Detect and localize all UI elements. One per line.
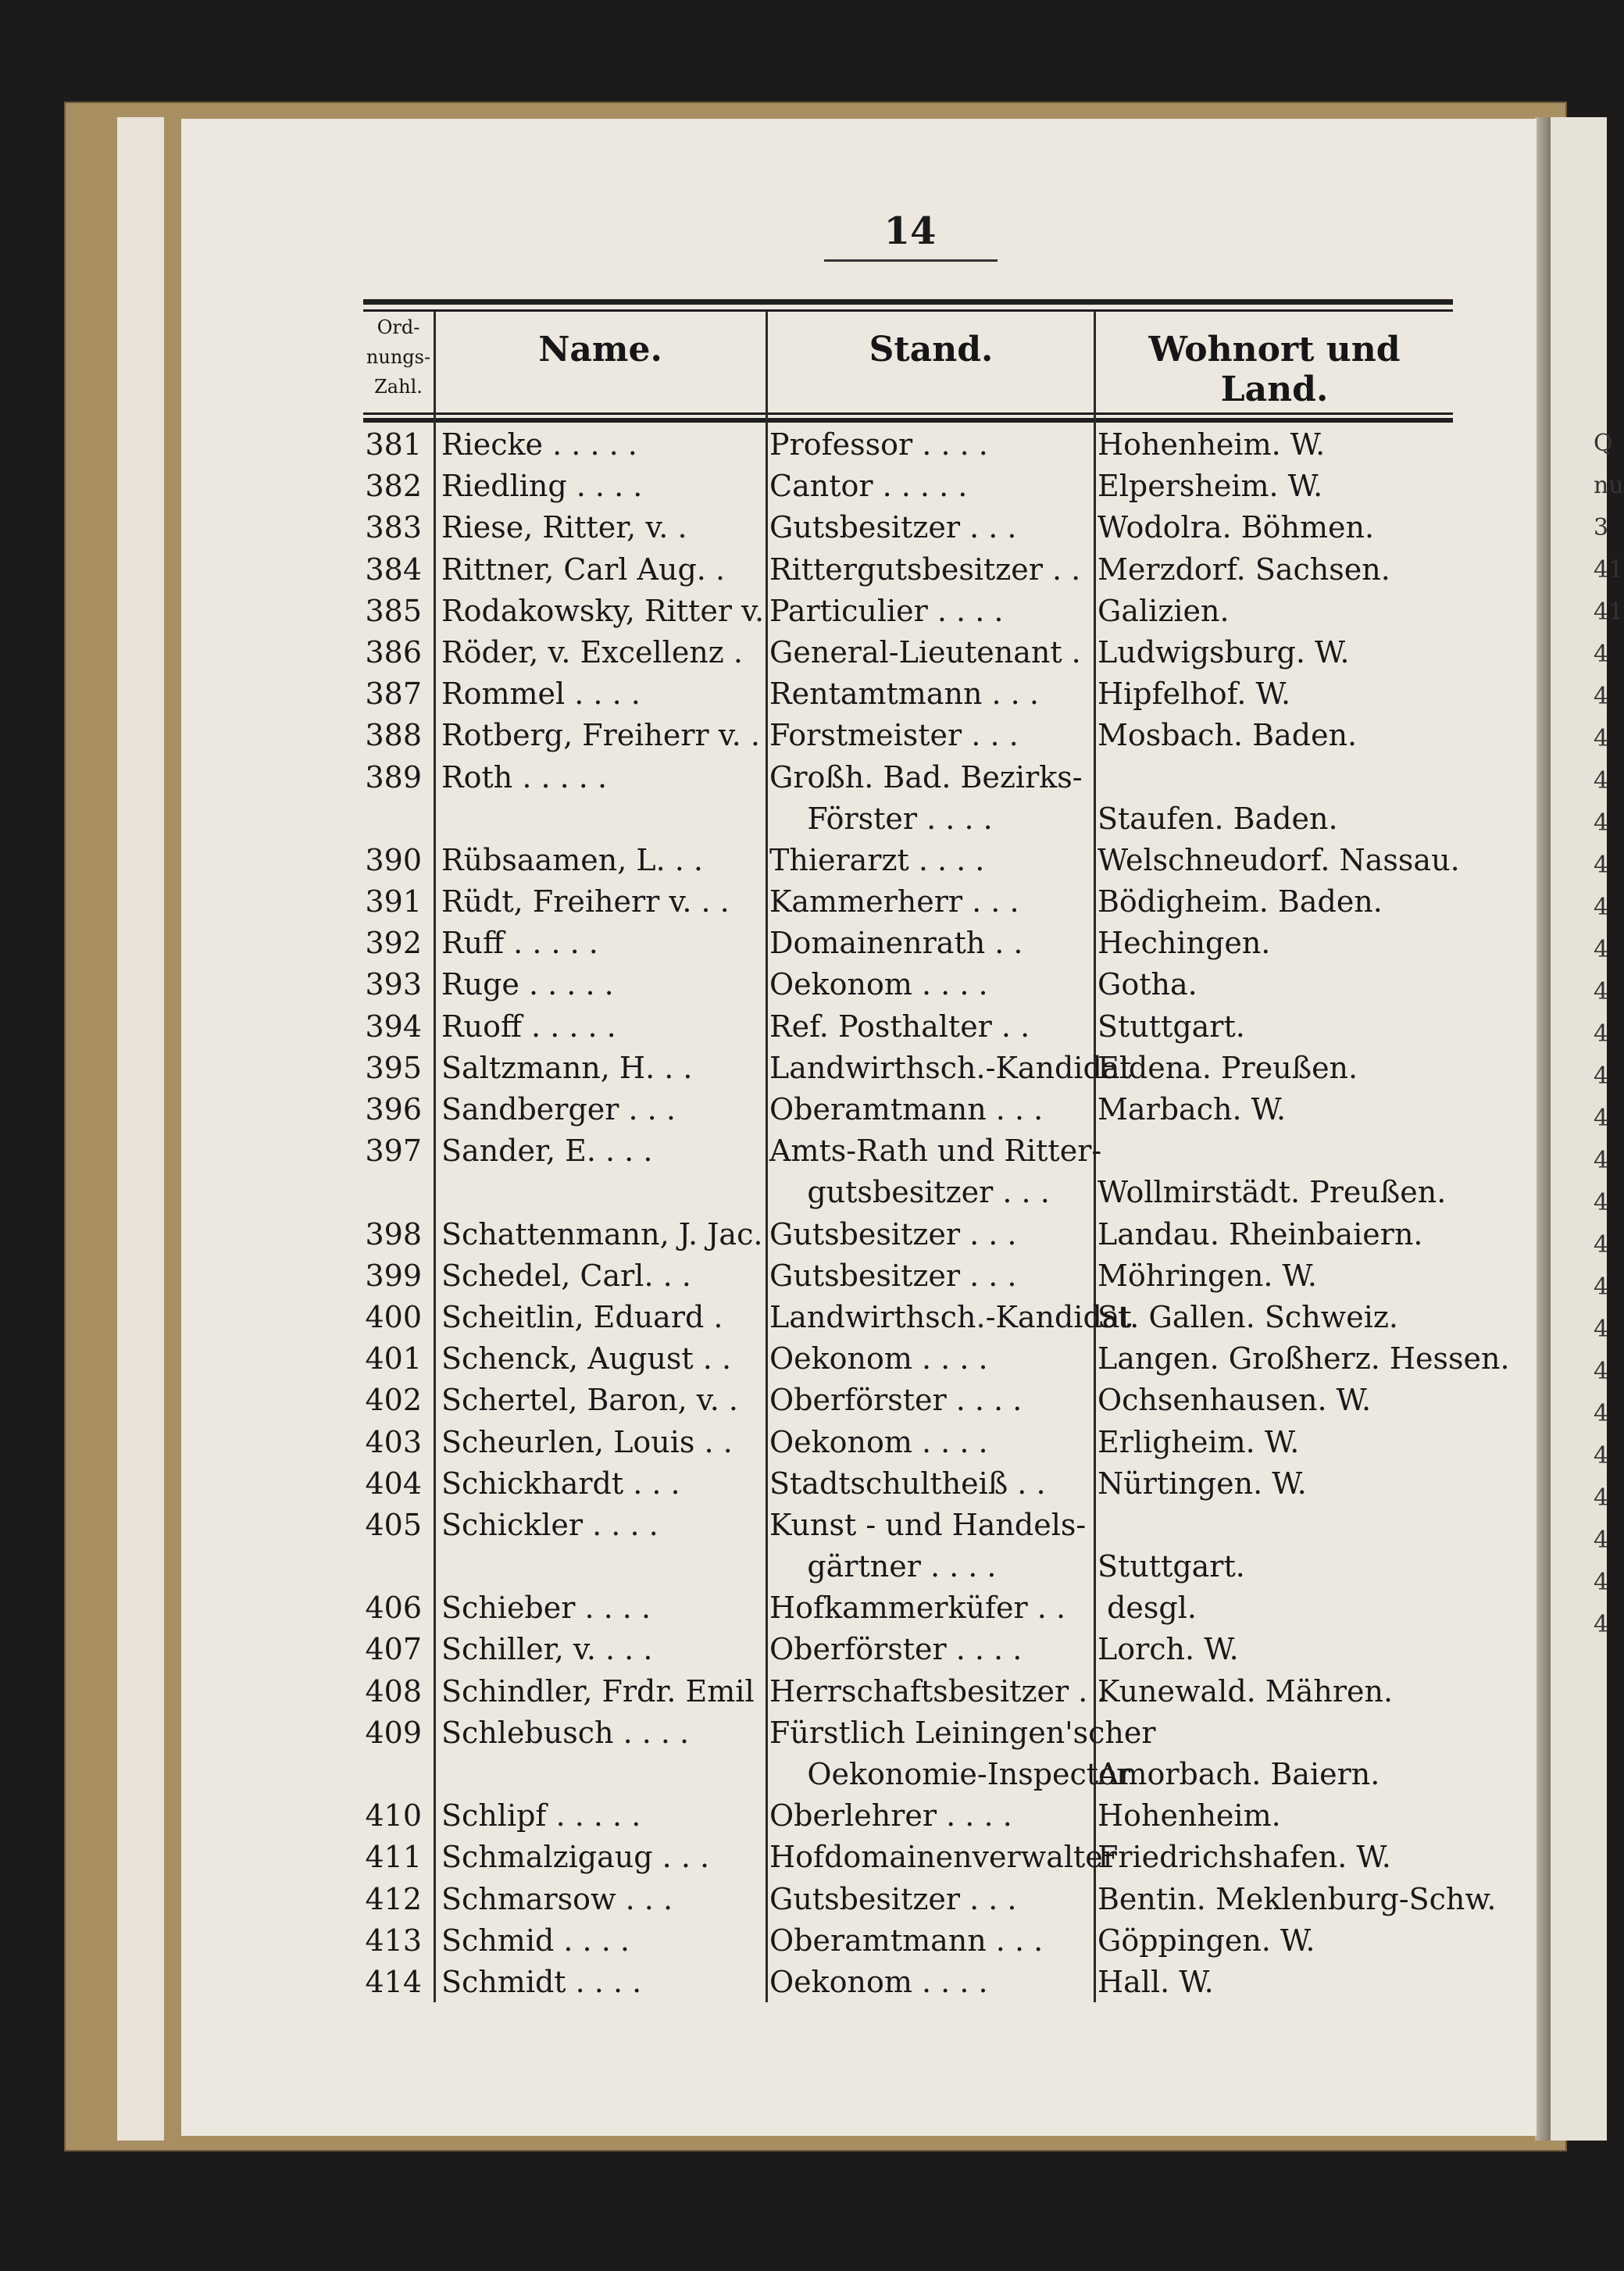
- row-wohnort: Welschneudorf. Nassau.: [1098, 842, 1460, 877]
- next-page-fragment: 41: [1594, 556, 1624, 584]
- row-number: 400: [365, 1299, 422, 1334]
- row-stand: gärtner . . . .: [769, 1549, 997, 1584]
- row-stand: Particulier . . . .: [769, 593, 1004, 628]
- row-stand: gutsbesitzer . . .: [769, 1175, 1050, 1210]
- next-page-fragment: 4: [1594, 1020, 1609, 1048]
- table-row: [344, 1920, 1469, 1962]
- row-number: 384: [365, 552, 422, 587]
- row-number: 407: [365, 1632, 422, 1667]
- row-name: Sandberger . . .: [441, 1092, 676, 1127]
- next-page-fragment: 4: [1594, 1147, 1609, 1174]
- row-number: 397: [365, 1134, 422, 1169]
- next-page-fragment: 4: [1594, 1526, 1609, 1554]
- row-stand: Oberamtmann . . .: [769, 1923, 1044, 1958]
- row-wohnort: Kunewald. Mähren.: [1098, 1673, 1394, 1709]
- next-page-fragment: 4: [1594, 1062, 1609, 1090]
- row-name: Schickhardt . . .: [441, 1466, 680, 1501]
- row-stand: Kunst - und Handels-: [769, 1507, 1087, 1542]
- row-wohnort: Wollmirstädt. Preußen.: [1098, 1175, 1447, 1210]
- row-number: 390: [365, 842, 422, 877]
- row-name: Röder, v. Excellenz .: [441, 634, 743, 670]
- row-name: Rommel . . . .: [441, 677, 641, 712]
- row-number: 392: [365, 926, 422, 961]
- header-bottom-rule-thin: [363, 412, 1453, 415]
- row-stand: Oberförster . . . .: [769, 1632, 1023, 1667]
- row-stand: Gutsbesitzer . . .: [769, 510, 1017, 545]
- row-number: 391: [365, 884, 422, 919]
- row-name: Riedling . . . .: [441, 469, 643, 504]
- page-number: 14: [883, 209, 937, 253]
- row-name: Schedel, Carl. . .: [441, 1258, 691, 1293]
- row-stand: Ref. Posthalter . .: [769, 1009, 1030, 1044]
- row-name: Riecke . . . . .: [441, 427, 637, 462]
- next-page-fragment: 4: [1594, 767, 1609, 794]
- row-wohnort: Marbach. W.: [1098, 1092, 1287, 1127]
- page-number-rule: [824, 259, 998, 262]
- row-number: 411: [365, 1840, 422, 1875]
- next-page-fragment: 4: [1594, 1442, 1609, 1469]
- table-row: [344, 1712, 1469, 1754]
- table-top-rule-thin: [363, 309, 1453, 312]
- table-row: [344, 1048, 1469, 1089]
- row-stand: Oekonomie-Inspector: [769, 1757, 1131, 1791]
- row-stand: Professor . . . .: [769, 427, 988, 462]
- row-name: Schmalzigaug . . .: [441, 1840, 710, 1875]
- row-name: Schindler, Frdr. Emil: [441, 1673, 755, 1709]
- header-name: Name.: [538, 330, 662, 370]
- row-wohnort: Landau. Rheinbaiern.: [1098, 1216, 1423, 1252]
- row-number: 399: [365, 1258, 422, 1293]
- row-stand: Landwirthsch.-Kandidat: [769, 1299, 1132, 1334]
- table-row: [344, 1338, 1510, 1380]
- row-wohnort: Bentin. Meklenburg-Schw.: [1098, 1881, 1497, 1916]
- row-wohnort: Eldena. Preußen.: [1098, 1050, 1358, 1085]
- next-page-fragment: Q: [1594, 430, 1613, 457]
- next-page-fragment: nu: [1594, 472, 1624, 499]
- row-number: 383: [365, 510, 422, 545]
- table-row: [344, 1255, 1469, 1297]
- row-number: 395: [365, 1050, 422, 1085]
- row-number: 393: [365, 967, 422, 1002]
- next-page-fragment: 4: [1594, 1189, 1609, 1216]
- row-wohnort: Langen. Großherz. Hessen.: [1098, 1341, 1510, 1377]
- row-wohnort: Bödigheim. Baden.: [1098, 884, 1383, 919]
- row-stand: Domainenrath . .: [769, 926, 1023, 961]
- table-row: [344, 1587, 1469, 1629]
- next-page-fragment: 4: [1594, 936, 1609, 963]
- row-wohnort: Merzdorf. Sachsen.: [1098, 552, 1390, 587]
- row-stand: Oberamtmann . . .: [769, 1092, 1044, 1127]
- row-wohnort: Nürtingen. W.: [1098, 1466, 1307, 1501]
- row-wohnort: Lorch. W.: [1098, 1632, 1239, 1667]
- row-wohnort: Hechingen.: [1098, 926, 1271, 961]
- row-wohnort: Möhringen. W.: [1098, 1258, 1317, 1293]
- header-ord: [363, 312, 434, 402]
- row-wohnort: Galizien.: [1098, 593, 1230, 628]
- header-ord-line: Ord-: [377, 316, 420, 338]
- row-number: 403: [365, 1424, 422, 1459]
- row-number: 414: [365, 1964, 422, 1999]
- row-stand: Hofdomainenverwalter: [769, 1840, 1117, 1875]
- table-row: [344, 1754, 1469, 1795]
- table-row: [344, 1214, 1469, 1255]
- next-page-fragment: 4: [1594, 1569, 1609, 1596]
- row-name: Schmidt . . . .: [441, 1964, 642, 1999]
- row-stand: Oekonom . . . .: [769, 967, 988, 1002]
- next-page-fragment: 4: [1594, 978, 1609, 1005]
- table-row: [344, 757, 1469, 798]
- row-stand: Rittergutsbesitzer . .: [769, 552, 1081, 587]
- row-name: Schattenmann, J. Jac.: [441, 1216, 763, 1252]
- row-number: 401: [365, 1341, 422, 1377]
- row-name: Schmarsow . . .: [441, 1881, 673, 1916]
- row-name: Rodakowsky, Ritter v.: [441, 593, 765, 628]
- header-ord-line: Zahl.: [374, 376, 423, 398]
- row-wohnort: Stuttgart.: [1098, 1009, 1245, 1044]
- next-page-fragment: 4: [1594, 1105, 1609, 1132]
- table-row: [344, 1422, 1469, 1463]
- row-number: 382: [365, 469, 422, 504]
- row-wohnort: Staufen. Baden.: [1098, 801, 1338, 836]
- row-name: Schlipf . . . . .: [441, 1798, 641, 1834]
- next-page-fragment: 4: [1594, 1400, 1609, 1427]
- table-row: [344, 507, 1469, 548]
- row-stand: Oekonom . . . .: [769, 1424, 988, 1459]
- table-row: [344, 715, 1469, 756]
- row-name: Riese, Ritter, v. .: [441, 510, 687, 545]
- table-row: [344, 840, 1469, 881]
- table-row: [344, 1463, 1469, 1505]
- table-row: [344, 424, 1469, 466]
- row-number: 386: [365, 634, 422, 670]
- row-wohnort: Göppingen. W.: [1098, 1923, 1315, 1958]
- row-number: 409: [365, 1715, 422, 1750]
- row-stand: General-Lieutenant .: [769, 634, 1081, 670]
- header-ord-line: nungs-: [366, 346, 431, 368]
- row-wohnort: St. Gallen. Schweiz.: [1098, 1299, 1398, 1334]
- row-wohnort: Ochsenhausen. W.: [1098, 1383, 1372, 1418]
- row-stand: Fürstlich Leiningen'scher: [769, 1715, 1156, 1750]
- row-name: Schickler . . . .: [441, 1507, 659, 1542]
- table-row: [344, 1505, 1469, 1546]
- row-name: Roth . . . . .: [441, 759, 608, 794]
- row-wohnort: Mosbach. Baden.: [1098, 718, 1358, 753]
- row-stand: Forstmeister . . .: [769, 718, 1019, 753]
- table-row: [344, 923, 1469, 964]
- table-row: [344, 1837, 1469, 1878]
- row-name: Rüdt, Freiherr v. . .: [441, 884, 730, 919]
- row-name: Ruoff . . . . .: [441, 1009, 616, 1044]
- header-stand: Stand.: [869, 330, 994, 370]
- table-row: [344, 1629, 1469, 1670]
- row-number: 404: [365, 1466, 422, 1501]
- row-number: 405: [365, 1507, 422, 1542]
- row-number: 387: [365, 677, 422, 712]
- row-number: 408: [365, 1673, 422, 1709]
- row-stand: Oekonom . . . .: [769, 1341, 988, 1377]
- next-page-fragment: 4: [1594, 809, 1609, 837]
- table-row: [344, 1546, 1469, 1587]
- next-page-fragment: 4: [1594, 1316, 1609, 1343]
- row-stand: Gutsbesitzer . . .: [769, 1216, 1017, 1252]
- table-row: [344, 1130, 1469, 1172]
- table-body: [344, 424, 1510, 2003]
- row-wohnort: Hohenheim. W.: [1098, 427, 1326, 462]
- table-row: [344, 549, 1469, 591]
- row-name: Schlebusch . . . .: [441, 1715, 690, 1750]
- row-number: 394: [365, 1009, 422, 1044]
- next-page-fragment: 4: [1594, 1231, 1609, 1259]
- row-wohnort: Hipfelhof. W.: [1098, 677, 1291, 712]
- table-row: [344, 1795, 1469, 1837]
- table-row: [344, 1089, 1469, 1130]
- table-row: [344, 881, 1469, 923]
- row-stand: Förster . . . .: [769, 801, 993, 836]
- next-page-fragment: 4: [1594, 894, 1609, 921]
- row-wohnort: Hall. W.: [1098, 1964, 1214, 1999]
- row-wohnort: Hohenheim.: [1098, 1798, 1281, 1834]
- row-number: 406: [365, 1591, 422, 1626]
- row-stand: Rentamtmann . . .: [769, 677, 1039, 712]
- next-page-fragment: 4: [1594, 1611, 1609, 1638]
- table-row: [344, 964, 1469, 1005]
- table-row: [344, 1879, 1497, 1920]
- row-stand: Landwirthsch.-Kandidat: [769, 1050, 1132, 1085]
- table-row: [344, 1962, 1469, 2003]
- row-name: Schieber . . . .: [441, 1591, 651, 1626]
- next-page-fragment: 4: [1594, 852, 1609, 879]
- row-number: 389: [365, 759, 422, 794]
- row-name: Schenck, August . .: [441, 1341, 732, 1377]
- row-name: Rittner, Carl Aug. .: [441, 552, 726, 587]
- row-name: Rotberg, Freiherr v. .: [441, 718, 760, 753]
- next-page-edge: [1551, 117, 1624, 2141]
- row-stand: Gutsbesitzer . . .: [769, 1258, 1017, 1293]
- table-row: [344, 591, 1469, 632]
- row-wohnort: Erligheim. W.: [1098, 1424, 1300, 1459]
- row-stand: Großh. Bad. Bezirks-: [769, 759, 1083, 794]
- row-number: 396: [365, 1092, 422, 1127]
- next-page-fragment: 4: [1594, 1273, 1609, 1301]
- row-wohnort: Gotha.: [1098, 967, 1197, 1002]
- row-stand: Kammerherr . . .: [769, 884, 1019, 919]
- table-row: [344, 1671, 1469, 1712]
- row-stand: Thierarzt . . . .: [769, 842, 985, 877]
- next-page-fragment: 4: [1594, 725, 1609, 752]
- table-top-rule: [363, 299, 1453, 305]
- row-number: 388: [365, 718, 422, 753]
- row-name: Ruge . . . . .: [441, 967, 614, 1002]
- row-stand: Oberlehrer . . . .: [769, 1798, 1012, 1834]
- gutter-shadow: [1535, 117, 1552, 2141]
- page-edges: [117, 117, 164, 2141]
- row-name: Schertel, Baron, v. .: [441, 1383, 738, 1418]
- row-stand: Herrschaftsbesitzer . .: [769, 1673, 1107, 1709]
- row-stand: Amts-Rath und Ritter-: [769, 1134, 1102, 1169]
- row-name: Rübsaamen, L. . .: [441, 842, 704, 877]
- next-page-fragment: 4: [1594, 641, 1609, 668]
- row-name: Scheitlin, Eduard .: [441, 1299, 723, 1334]
- row-stand: Oekonom . . . .: [769, 1964, 988, 1999]
- row-number: 413: [365, 1923, 422, 1958]
- row-stand: Gutsbesitzer . . .: [769, 1881, 1017, 1916]
- row-name: Ruff . . . . .: [441, 926, 598, 961]
- row-wohnort: desgl.: [1098, 1591, 1197, 1626]
- table-row: [344, 1006, 1469, 1048]
- next-page-fragment: 4: [1594, 683, 1609, 710]
- table-row: [344, 1380, 1469, 1421]
- row-wohnort: Ludwigsburg. W.: [1098, 634, 1350, 670]
- header-bottom-rule: [363, 418, 1453, 423]
- row-name: Schiller, v. . . .: [441, 1632, 653, 1667]
- row-name: Scheurlen, Louis . .: [441, 1424, 733, 1459]
- next-page-fragment: 4: [1594, 1358, 1609, 1385]
- row-number: 385: [365, 593, 422, 628]
- row-stand: Oberförster . . . .: [769, 1383, 1023, 1418]
- row-wohnort: Stuttgart.: [1098, 1549, 1245, 1584]
- next-page-fragment: 41: [1594, 598, 1624, 626]
- row-name: Saltzmann, H. . .: [441, 1050, 693, 1085]
- row-wohnort: Friedrichshafen. W.: [1098, 1840, 1391, 1875]
- row-wohnort: Wodolra. Böhmen.: [1098, 510, 1375, 545]
- row-number: 402: [365, 1383, 422, 1418]
- row-stand: Cantor . . . . .: [769, 469, 968, 504]
- table-row: [344, 466, 1469, 507]
- header-wohnort: Wohnort und Land.: [1148, 330, 1401, 409]
- row-number: 410: [365, 1798, 422, 1834]
- next-page-fragment: 4: [1594, 1484, 1609, 1512]
- row-number: 398: [365, 1216, 422, 1252]
- next-page-fragment: 3: [1594, 514, 1609, 541]
- row-wohnort: Amorbach. Baiern.: [1098, 1757, 1380, 1791]
- row-number: 412: [365, 1881, 422, 1916]
- table-row: [344, 798, 1469, 840]
- row-number: 381: [365, 427, 422, 462]
- table-row: [344, 632, 1469, 673]
- row-stand: Hofkammerküfer . .: [769, 1591, 1066, 1626]
- row-stand: Stadtschultheiß . .: [769, 1466, 1046, 1501]
- row-name: Sander, E. . . .: [441, 1134, 653, 1169]
- row-wohnort: Elpersheim. W.: [1098, 469, 1323, 504]
- table-row: [344, 1172, 1469, 1213]
- table-row: [344, 1297, 1469, 1338]
- row-name: Schmid . . . .: [441, 1923, 630, 1958]
- table-row: [344, 673, 1469, 715]
